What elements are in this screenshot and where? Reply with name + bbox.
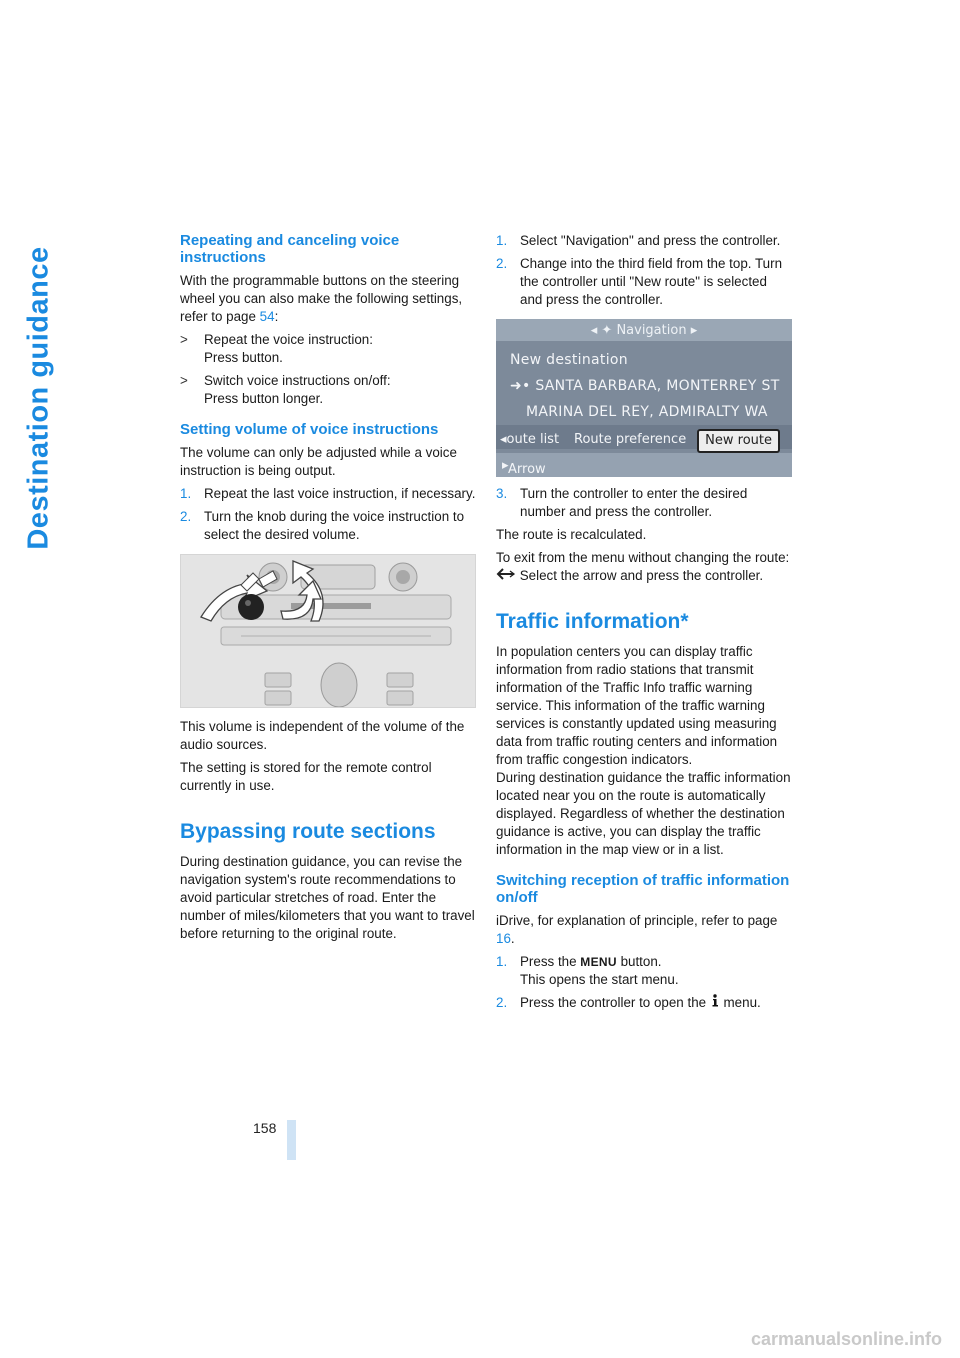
step-repeat-last: 1. Repeat the last voice instruction, if necessary. [180,486,476,501]
page-link-16[interactable]: 16 [496,931,511,946]
back-arrow-icon [496,568,516,580]
screen-title: ◂ ✦ Navigation ▸ [590,323,698,338]
volume-knob-figure [180,554,476,708]
section-title: Destination guidance [22,246,55,550]
page-number: 158 [253,1120,277,1136]
text-traffic-1: In population centers you can display traffic information from radio stations that transmit information of the Traffic Info traffic warning service. This information of the traffic warning services is constantly updated using measuring data from traffic routing centers and information from traffic congestion indicators. [496,644,778,767]
menu-button-label: MENU [580,955,617,969]
tab-new-route-selected[interactable]: New route [697,429,780,453]
menu-destination-1[interactable]: ➜• SANTA BARBARA, MONTERREY ST [510,378,780,394]
heading-volume: Setting volume of voice instructions [180,421,439,438]
dashboard-illustration [181,555,475,707]
heading-bypass: Bypassing route sections [180,820,436,843]
text-independent: This volume is independent of the volume of the audio sources. [180,719,465,752]
page-marker-bar [287,1120,296,1160]
right-column [496,232,792,1017]
text-recalculated: The route is recalculated. [496,527,647,542]
info-icon [710,994,720,1007]
heading-repeat: Repeating and canceling voice instructions [180,232,400,266]
text-exit: To exit from the menu without changing the route: [496,550,790,565]
page-link-54[interactable]: 54 [259,309,275,324]
step-press-menu: 1. Press the MENU button. This opens the start menu. [496,954,679,987]
step-enter-number: 3. Turn the controller to enter the desired number and press the controller. [496,486,748,519]
text-idrive: iDrive, for explanation of principle, refer to page 16. [496,913,778,946]
menu-destination-2[interactable]: MARINA DEL REY, ADMIRALTY WA [526,404,768,420]
text-traffic-2: During destination guidance the traffic information located near you on the route is automatically displayed. Regardless of whether the destination guidance is active, you can display the traffic information in the map view or in a list. [496,770,791,857]
heading-traffic: Traffic information* [496,610,689,633]
navigation-screen [496,319,792,477]
text-programmable: With the programmable buttons on the steering wheel you can also make the following settings, refer to page 54: [180,273,463,324]
step-open-info-menu: 2. Press the controller to open the menu. [496,995,761,1010]
menu-arrow-display[interactable]: Arrow ▸ [502,458,546,477]
bullet-switch: > Switch voice instructions on/off: Press button longer. [180,373,391,406]
tab-route-list[interactable]: ◂oute list [500,432,560,447]
tab-route-preference[interactable]: Route preference [574,432,687,447]
step-turn-knob: 2. Turn the knob during the voice instruction to select the desired volume. [180,509,465,542]
left-column [180,232,476,948]
menu-new-destination[interactable]: New destination [510,352,628,368]
watermark: carmanualsonline.info [750,1329,942,1349]
bullet-repeat: > Repeat the voice instruction: Press button. [180,332,373,365]
text-arrow: Select the arrow and press the controller. [496,567,792,585]
text-volume: The volume can only be adjusted while a voice instruction is being output. [180,445,457,478]
step-new-route: 2. Change into the third field from the top. Turn the controller until "New route" is selected and press the controller. [496,256,783,307]
text-bypass: During destination guidance, you can revise the navigation system's route recommendations to avoid particular stretches of road. Enter the number of miles/kilometers that you want to travel before returning to the original route. [180,854,475,941]
text-stored: The setting is stored for the remote control currently in use. [180,760,432,793]
heading-switch: Switching reception of traffic information on/off [496,872,790,906]
knob-icon [238,594,264,620]
step-select-navigation: 1. Select "Navigation" and press the controller. [496,233,781,248]
